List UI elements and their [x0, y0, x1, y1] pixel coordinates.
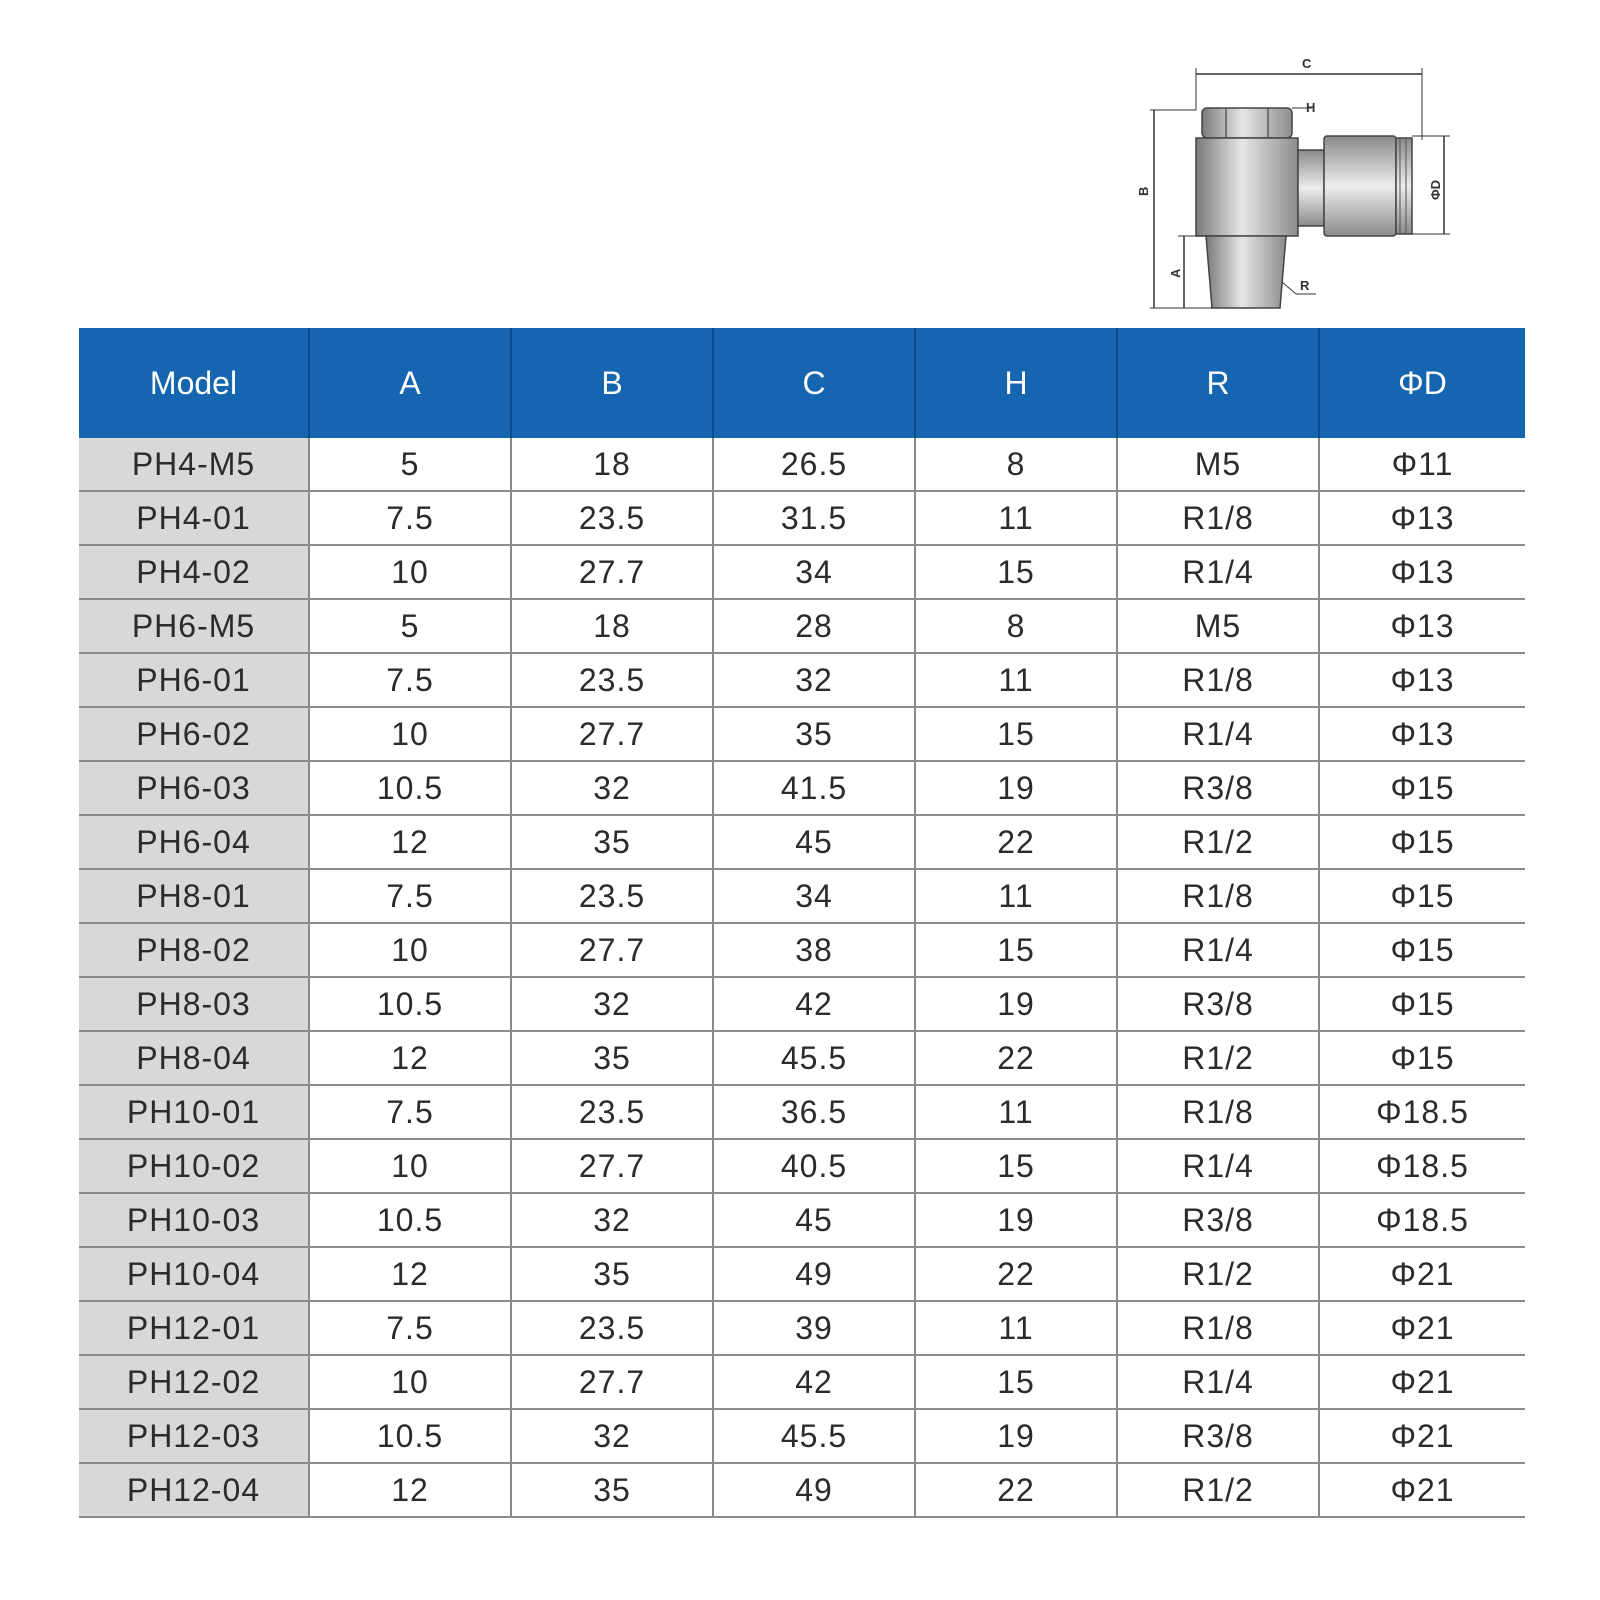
model-cell: PH6-M5: [79, 599, 309, 653]
phi-d-cell: Φ13: [1319, 653, 1525, 707]
h-cell: 8: [915, 599, 1117, 653]
fitting-dimension-drawing: [1136, 50, 1520, 330]
model-cell: PH10-02: [79, 1139, 309, 1193]
a-cell: 5: [309, 438, 511, 491]
model-cell: PH4-M5: [79, 438, 309, 491]
model-cell: PH8-01: [79, 869, 309, 923]
r-cell: R1/4: [1117, 1139, 1319, 1193]
phi-d-cell: Φ15: [1319, 977, 1525, 1031]
a-cell: 5: [309, 599, 511, 653]
b-cell: 32: [511, 977, 713, 1031]
table-row: [79, 761, 1525, 815]
b-cell: 35: [511, 1463, 713, 1517]
a-cell: 12: [309, 1463, 511, 1517]
c-cell: 49: [713, 1463, 915, 1517]
table-row: [79, 923, 1525, 977]
table-row: [79, 1193, 1525, 1247]
c-cell: 45.5: [713, 1409, 915, 1463]
table-row: [79, 815, 1525, 869]
table-row: [79, 1085, 1525, 1139]
c-cell: 36.5: [713, 1085, 915, 1139]
header-a: A: [309, 328, 511, 438]
r-cell: R1/2: [1117, 1031, 1319, 1085]
r-cell: R3/8: [1117, 1193, 1319, 1247]
r-cell: R3/8: [1117, 977, 1319, 1031]
model-cell: PH10-04: [79, 1247, 309, 1301]
h-cell: 19: [915, 977, 1117, 1031]
h-cell: 11: [915, 491, 1117, 545]
model-cell: PH10-03: [79, 1193, 309, 1247]
dim-label-b: B: [1136, 186, 1151, 196]
b-cell: 23.5: [511, 869, 713, 923]
r-cell: R1/4: [1117, 923, 1319, 977]
dim-label-a: A: [1168, 268, 1183, 278]
model-cell: PH8-04: [79, 1031, 309, 1085]
c-cell: 45: [713, 1193, 915, 1247]
r-cell: M5: [1117, 599, 1319, 653]
dim-label-d: ΦD: [1428, 179, 1443, 200]
h-cell: 11: [915, 1085, 1117, 1139]
c-cell: 42: [713, 977, 915, 1031]
b-cell: 23.5: [511, 491, 713, 545]
phi-d-cell: Φ13: [1319, 545, 1525, 599]
model-cell: PH6-04: [79, 815, 309, 869]
h-cell: 19: [915, 1409, 1117, 1463]
phi-d-cell: Φ11: [1319, 438, 1525, 491]
model-cell: PH12-04: [79, 1463, 309, 1517]
r-cell: R1/2: [1117, 1463, 1319, 1517]
header-phi-d: ΦD: [1319, 328, 1525, 438]
c-cell: 28: [713, 599, 915, 653]
c-cell: 39: [713, 1301, 915, 1355]
table-row: [79, 438, 1525, 491]
a-cell: 7.5: [309, 653, 511, 707]
phi-d-cell: Φ15: [1319, 1031, 1525, 1085]
table-row: [79, 1247, 1525, 1301]
b-cell: 35: [511, 1031, 713, 1085]
phi-d-cell: Φ15: [1319, 869, 1525, 923]
c-cell: 31.5: [713, 491, 915, 545]
table-row: [79, 653, 1525, 707]
h-cell: 11: [915, 1301, 1117, 1355]
a-cell: 10.5: [309, 977, 511, 1031]
table-row: [79, 869, 1525, 923]
r-cell: R1/2: [1117, 815, 1319, 869]
dim-label-c: C: [1302, 56, 1312, 71]
b-cell: 35: [511, 1247, 713, 1301]
b-cell: 27.7: [511, 1139, 713, 1193]
c-cell: 40.5: [713, 1139, 915, 1193]
a-cell: 10.5: [309, 1409, 511, 1463]
h-cell: 15: [915, 1355, 1117, 1409]
header-model: Model: [79, 328, 309, 438]
model-cell: PH12-02: [79, 1355, 309, 1409]
table-row: [79, 1355, 1525, 1409]
a-cell: 10.5: [309, 761, 511, 815]
phi-d-cell: Φ21: [1319, 1301, 1525, 1355]
table-row: [79, 977, 1525, 1031]
h-cell: 22: [915, 1247, 1117, 1301]
c-cell: 38: [713, 923, 915, 977]
header-h: H: [915, 328, 1117, 438]
table-row: [79, 1409, 1525, 1463]
h-cell: 15: [915, 923, 1117, 977]
h-cell: 19: [915, 761, 1117, 815]
b-cell: 32: [511, 1409, 713, 1463]
r-cell: R1/4: [1117, 545, 1319, 599]
a-cell: 10: [309, 545, 511, 599]
b-cell: 32: [511, 761, 713, 815]
c-cell: 42: [713, 1355, 915, 1409]
header-c: C: [713, 328, 915, 438]
c-cell: 34: [713, 545, 915, 599]
phi-d-cell: Φ18.5: [1319, 1139, 1525, 1193]
b-cell: 27.7: [511, 707, 713, 761]
h-cell: 15: [915, 545, 1117, 599]
model-cell: PH10-01: [79, 1085, 309, 1139]
a-cell: 10.5: [309, 1193, 511, 1247]
b-cell: 18: [511, 599, 713, 653]
dim-label-h: H: [1306, 100, 1316, 115]
a-cell: 10: [309, 923, 511, 977]
h-cell: 8: [915, 438, 1117, 491]
a-cell: 10: [309, 707, 511, 761]
model-cell: PH6-02: [79, 707, 309, 761]
header-b: B: [511, 328, 713, 438]
table-row: [79, 491, 1525, 545]
phi-d-cell: Φ21: [1319, 1409, 1525, 1463]
r-cell: R1/4: [1117, 707, 1319, 761]
r-cell: R1/4: [1117, 1355, 1319, 1409]
table-row: [79, 707, 1525, 761]
phi-d-cell: Φ18.5: [1319, 1193, 1525, 1247]
c-cell: 45.5: [713, 1031, 915, 1085]
model-cell: PH4-01: [79, 491, 309, 545]
b-cell: 27.7: [511, 923, 713, 977]
c-cell: 34: [713, 869, 915, 923]
table-row: [79, 599, 1525, 653]
r-cell: R3/8: [1117, 761, 1319, 815]
h-cell: 22: [915, 1463, 1117, 1517]
phi-d-cell: Φ15: [1319, 923, 1525, 977]
table-row: [79, 1139, 1525, 1193]
h-cell: 22: [915, 815, 1117, 869]
a-cell: 7.5: [309, 491, 511, 545]
phi-d-cell: Φ21: [1319, 1463, 1525, 1517]
phi-d-cell: Φ21: [1319, 1247, 1525, 1301]
model-cell: PH8-03: [79, 977, 309, 1031]
b-cell: 32: [511, 1193, 713, 1247]
h-cell: 11: [915, 869, 1117, 923]
c-cell: 41.5: [713, 761, 915, 815]
model-cell: PH8-02: [79, 923, 309, 977]
a-cell: 7.5: [309, 1085, 511, 1139]
h-cell: 15: [915, 707, 1117, 761]
phi-d-cell: Φ15: [1319, 761, 1525, 815]
phi-d-cell: Φ13: [1319, 491, 1525, 545]
r-cell: R1/8: [1117, 1085, 1319, 1139]
c-cell: 35: [713, 707, 915, 761]
table-row: [79, 1301, 1525, 1355]
model-cell: PH6-03: [79, 761, 309, 815]
phi-d-cell: Φ13: [1319, 707, 1525, 761]
a-cell: 10: [309, 1139, 511, 1193]
c-cell: 49: [713, 1247, 915, 1301]
r-cell: R1/8: [1117, 653, 1319, 707]
a-cell: 7.5: [309, 1301, 511, 1355]
b-cell: 27.7: [511, 545, 713, 599]
specification-table: [79, 328, 1525, 1518]
h-cell: 19: [915, 1193, 1117, 1247]
h-cell: 11: [915, 653, 1117, 707]
b-cell: 18: [511, 438, 713, 491]
b-cell: 27.7: [511, 1355, 713, 1409]
a-cell: 10: [309, 1355, 511, 1409]
phi-d-cell: Φ18.5: [1319, 1085, 1525, 1139]
r-cell: R3/8: [1117, 1409, 1319, 1463]
model-cell: PH4-02: [79, 545, 309, 599]
r-cell: R1/8: [1117, 491, 1319, 545]
a-cell: 12: [309, 1247, 511, 1301]
b-cell: 23.5: [511, 1301, 713, 1355]
model-cell: PH6-01: [79, 653, 309, 707]
phi-d-cell: Φ21: [1319, 1355, 1525, 1409]
b-cell: 23.5: [511, 1085, 713, 1139]
table-header-row: [79, 328, 1525, 438]
table-row: [79, 1463, 1525, 1517]
c-cell: 32: [713, 653, 915, 707]
header-r: R: [1117, 328, 1319, 438]
a-cell: 7.5: [309, 869, 511, 923]
model-cell: PH12-03: [79, 1409, 309, 1463]
table-row: [79, 545, 1525, 599]
r-cell: R1/8: [1117, 1301, 1319, 1355]
a-cell: 12: [309, 1031, 511, 1085]
a-cell: 12: [309, 815, 511, 869]
c-cell: 26.5: [713, 438, 915, 491]
model-cell: PH12-01: [79, 1301, 309, 1355]
b-cell: 35: [511, 815, 713, 869]
h-cell: 15: [915, 1139, 1117, 1193]
r-cell: R1/8: [1117, 869, 1319, 923]
table-body: [79, 438, 1525, 1517]
b-cell: 23.5: [511, 653, 713, 707]
c-cell: 45: [713, 815, 915, 869]
phi-d-cell: Φ15: [1319, 815, 1525, 869]
phi-d-cell: Φ13: [1319, 599, 1525, 653]
table-row: [79, 1031, 1525, 1085]
dim-label-r: R: [1300, 278, 1310, 293]
r-cell: M5: [1117, 438, 1319, 491]
r-cell: R1/2: [1117, 1247, 1319, 1301]
h-cell: 22: [915, 1031, 1117, 1085]
